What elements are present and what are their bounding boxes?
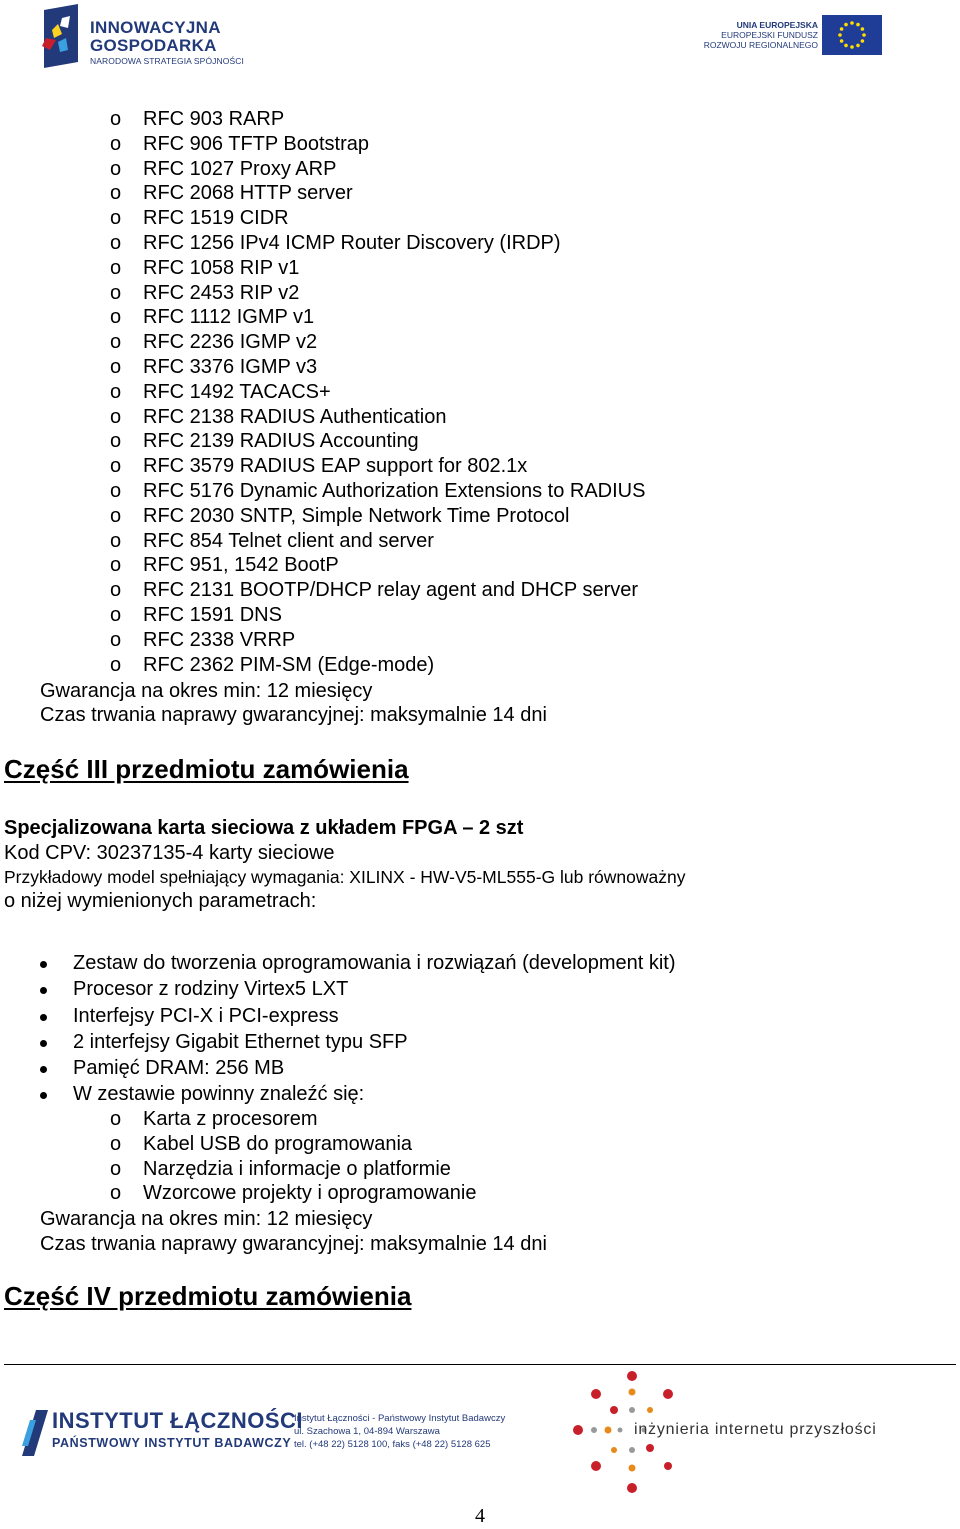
ig-logo-line2: GOSPODARKA bbox=[90, 36, 217, 55]
circle-bullet-icon: o bbox=[110, 653, 122, 676]
feature-list-item bbox=[0, 1029, 960, 1055]
rfc-list-item bbox=[0, 603, 960, 628]
kit-content-item bbox=[0, 1132, 960, 1157]
ig-flag-icon bbox=[38, 4, 86, 68]
feature-text: 2 interfejsy Gigabit Ethernet typu SFP bbox=[73, 1030, 408, 1053]
circle-bullet-icon: o bbox=[110, 504, 122, 527]
il-emblem-icon bbox=[22, 1410, 48, 1456]
circle-bullet-icon: o bbox=[110, 529, 122, 552]
rfc-item-text: RFC 2362 PIM-SM (Edge-mode) bbox=[143, 653, 435, 676]
circle-bullet-icon: o bbox=[110, 256, 122, 279]
rfc-item-text: RFC 1256 IPv4 ICMP Router Discovery (IRDP) bbox=[143, 231, 561, 254]
eu-logo-line1: UNIA EUROPEJSKA bbox=[736, 20, 818, 30]
rfc-item-text: RFC 1058 RIP v1 bbox=[143, 256, 300, 279]
part-3-heading: Część III przedmiotu zamówienia bbox=[4, 754, 409, 784]
rfc-list-item bbox=[0, 355, 960, 380]
feature-text: Procesor z rodziny Virtex5 LXT bbox=[73, 978, 349, 1001]
rfc-item-text: RFC 3376 IGMP v3 bbox=[143, 355, 318, 378]
bullet-dot-icon bbox=[40, 1014, 47, 1021]
circle-bullet-icon: o bbox=[110, 231, 122, 254]
ig-logo-line1: INNOWACYJNA bbox=[90, 18, 221, 37]
circle-bullet-icon: o bbox=[110, 579, 122, 602]
kit-content-text: Narzędzia i informacje o platformie bbox=[143, 1157, 451, 1180]
rfc-item-text: RFC 2236 IGMP v2 bbox=[143, 331, 318, 354]
part-4-heading: Część IV przedmiotu zamówienia bbox=[4, 1281, 412, 1311]
part-3-warranty: Gwarancja na okres min: 12 miesięcy bbox=[40, 1208, 373, 1230]
eu-logo-line3: ROZWOJU REGIONALNEGO bbox=[703, 40, 818, 50]
part-3-repair-time: Czas trwania naprawy gwarancyjnej: maksymalnie 14 dni bbox=[40, 1233, 547, 1255]
rfc-list-item bbox=[0, 628, 960, 653]
rfc-list-item bbox=[0, 305, 960, 330]
footer-divider bbox=[4, 1364, 956, 1365]
iip-text: inżynieria internetu przyszłości bbox=[634, 1421, 877, 1438]
rfc-list-item bbox=[0, 429, 960, 454]
circle-bullet-icon: o bbox=[110, 207, 122, 230]
rfc-list-item bbox=[0, 206, 960, 231]
ig-logo-line3: NARODOWA STRATEGIA SPÓJNOŚCI bbox=[90, 56, 244, 66]
bullet-dot-icon bbox=[40, 1040, 47, 1047]
rfc-list-item bbox=[0, 132, 960, 157]
cpv-code: Kod CPV: 30237135-4 karty sieciowe bbox=[4, 842, 335, 864]
rfc-list-item bbox=[0, 231, 960, 256]
rfc-item-text: RFC 903 RARP bbox=[143, 108, 285, 130]
inzynieria-internetu-logo bbox=[572, 1370, 948, 1496]
circle-bullet-icon: o bbox=[110, 355, 122, 378]
rfc-list-item bbox=[0, 529, 960, 554]
rfc-item-text: RFC 906 TFTP Bootstrap bbox=[143, 132, 370, 155]
eu-logo-line2: EUROPEJSKI FUNDUSZ bbox=[721, 30, 818, 40]
kit-content-text: Wzorcowe projekty i oprogramowanie bbox=[143, 1182, 477, 1205]
kit-content-item bbox=[0, 1107, 960, 1132]
warranty-text: Gwarancja na okres min: 12 miesięcy bbox=[40, 680, 373, 702]
instytut-lacznosci-logo bbox=[22, 1408, 542, 1458]
feature-text: Pamięć DRAM: 256 MB bbox=[73, 1057, 285, 1080]
il-subtitle: PAŃSTWOWY INSTYTUT BADAWCZY bbox=[52, 1436, 292, 1450]
feature-text: Zestaw do tworzenia oprogramowania i rozwiązań (development kit) bbox=[73, 952, 676, 974]
circle-bullet-icon: o bbox=[110, 281, 122, 304]
circle-bullet-icon: o bbox=[110, 1157, 122, 1180]
circle-bullet-icon: o bbox=[110, 380, 122, 403]
circle-bullet-icon: o bbox=[110, 1108, 122, 1130]
rfc-item-text: RFC 2338 VRRP bbox=[143, 628, 296, 651]
circle-bullet-icon: o bbox=[110, 455, 122, 478]
circle-bullet-icon: o bbox=[110, 1132, 122, 1155]
circle-bullet-icon: o bbox=[110, 554, 122, 577]
kit-content-item bbox=[0, 1181, 960, 1206]
eu-flag-icon bbox=[822, 15, 882, 55]
rfc-list-item bbox=[0, 653, 960, 678]
circle-bullet-icon: o bbox=[110, 479, 122, 502]
parameters-intro: o niżej wymienionych parametrach: bbox=[4, 890, 317, 912]
feature-list-item bbox=[0, 1055, 960, 1081]
kit-contents-list bbox=[0, 1107, 960, 1206]
rfc-list-item bbox=[0, 553, 960, 578]
feature-text: W zestawie powinny znaleźć się: bbox=[73, 1083, 365, 1106]
rfc-item-text: RFC 2068 HTTP server bbox=[143, 182, 353, 205]
rfc-item-text: RFC 1492 TACACS+ bbox=[143, 380, 331, 403]
page-number: 4 bbox=[475, 1505, 485, 1527]
repair-time-text: Czas trwania naprawy gwarancyjnej: maksymalnie 14 dni bbox=[40, 704, 547, 726]
kit-content-text: Kabel USB do programowania bbox=[143, 1132, 413, 1155]
rfc-list-item bbox=[0, 107, 960, 132]
rfc-list-item bbox=[0, 504, 960, 529]
rfc-item-text: RFC 2453 RIP v2 bbox=[143, 281, 300, 304]
kit-content-text: Karta z procesorem bbox=[143, 1108, 318, 1130]
rfc-item-text: RFC 1112 IGMP v1 bbox=[143, 306, 315, 329]
rfc-standards-list bbox=[0, 107, 960, 677]
rfc-list-item bbox=[0, 479, 960, 504]
circle-bullet-icon: o bbox=[110, 306, 122, 329]
fpga-card-features-list bbox=[0, 950, 960, 1108]
feature-list-item bbox=[0, 976, 960, 1002]
il-info-line1: Instytut Łączności - Państwowy Instytut Badawczy bbox=[294, 1413, 506, 1424]
rfc-item-text: RFC 3579 RADIUS EAP support for 802.1x bbox=[143, 455, 528, 478]
rfc-list-item bbox=[0, 405, 960, 430]
rfc-item-text: RFC 1027 Proxy ARP bbox=[143, 157, 337, 180]
circle-bullet-icon: o bbox=[110, 157, 122, 180]
feature-text: Interfejsy PCI-X i PCI-express bbox=[73, 1004, 339, 1027]
bullet-dot-icon bbox=[40, 1092, 47, 1099]
il-info-line2: ul. Szachowa 1, 04-894 Warszawa bbox=[294, 1426, 440, 1437]
circle-bullet-icon: o bbox=[110, 182, 122, 205]
rfc-list-item bbox=[0, 181, 960, 206]
feature-list-item bbox=[0, 1003, 960, 1029]
circle-bullet-icon: o bbox=[110, 430, 122, 453]
il-name: INSTYTUT ŁĄCZNOŚCI bbox=[52, 1408, 303, 1433]
european-union-logo bbox=[703, 12, 882, 58]
circle-bullet-icon: o bbox=[110, 628, 122, 651]
rfc-item-text: RFC 1519 CIDR bbox=[143, 207, 289, 230]
rfc-item-text: RFC 2139 RADIUS Accounting bbox=[143, 430, 419, 453]
bullet-dot-icon bbox=[40, 987, 47, 994]
circle-bullet-icon: o bbox=[110, 108, 122, 130]
circle-bullet-icon: o bbox=[110, 603, 122, 626]
rfc-item-text: RFC 5176 Dynamic Authorization Extensions to RADIUS bbox=[143, 479, 646, 502]
feature-list-item bbox=[0, 950, 960, 976]
rfc-list-item bbox=[0, 256, 960, 281]
circle-bullet-icon: o bbox=[110, 1182, 122, 1205]
rfc-list-item bbox=[0, 157, 960, 182]
example-model: Przykładowy model spełniający wymagania: XILINX - HW-V5-ML555-G lub równoważny bbox=[4, 867, 686, 887]
rfc-item-text: RFC 1591 DNS bbox=[143, 603, 282, 626]
bullet-dot-icon bbox=[40, 1066, 47, 1073]
rfc-list-item bbox=[0, 380, 960, 405]
circle-bullet-icon: o bbox=[110, 331, 122, 354]
feature-list-item bbox=[0, 1081, 960, 1107]
rfc-item-text: RFC 2131 BOOTP/DHCP relay agent and DHCP server bbox=[143, 579, 639, 602]
circle-bullet-icon: o bbox=[110, 405, 122, 428]
il-info-line3: tel. (+48 22) 5128 100, faks (+48 22) 5128 625 bbox=[294, 1439, 491, 1450]
rfc-list-item bbox=[0, 578, 960, 603]
innowacyjna-gospodarka-logo bbox=[38, 4, 244, 70]
rfc-list-item bbox=[0, 454, 960, 479]
rfc-item-text: RFC 854 Telnet client and server bbox=[143, 529, 434, 552]
rfc-item-text: RFC 2138 RADIUS Authentication bbox=[143, 405, 447, 428]
rfc-list-item bbox=[0, 330, 960, 355]
bullet-dot-icon bbox=[40, 961, 47, 968]
rfc-item-text: RFC 951, 1542 BootP bbox=[143, 554, 339, 577]
kit-content-item bbox=[0, 1157, 960, 1182]
rfc-list-item bbox=[0, 281, 960, 306]
circle-bullet-icon: o bbox=[110, 132, 122, 155]
rfc-item-text: RFC 2030 SNTP, Simple Network Time Protocol bbox=[143, 504, 570, 527]
part-3-title: Specjalizowana karta sieciowa z układem FPGA – 2 szt bbox=[4, 817, 524, 839]
